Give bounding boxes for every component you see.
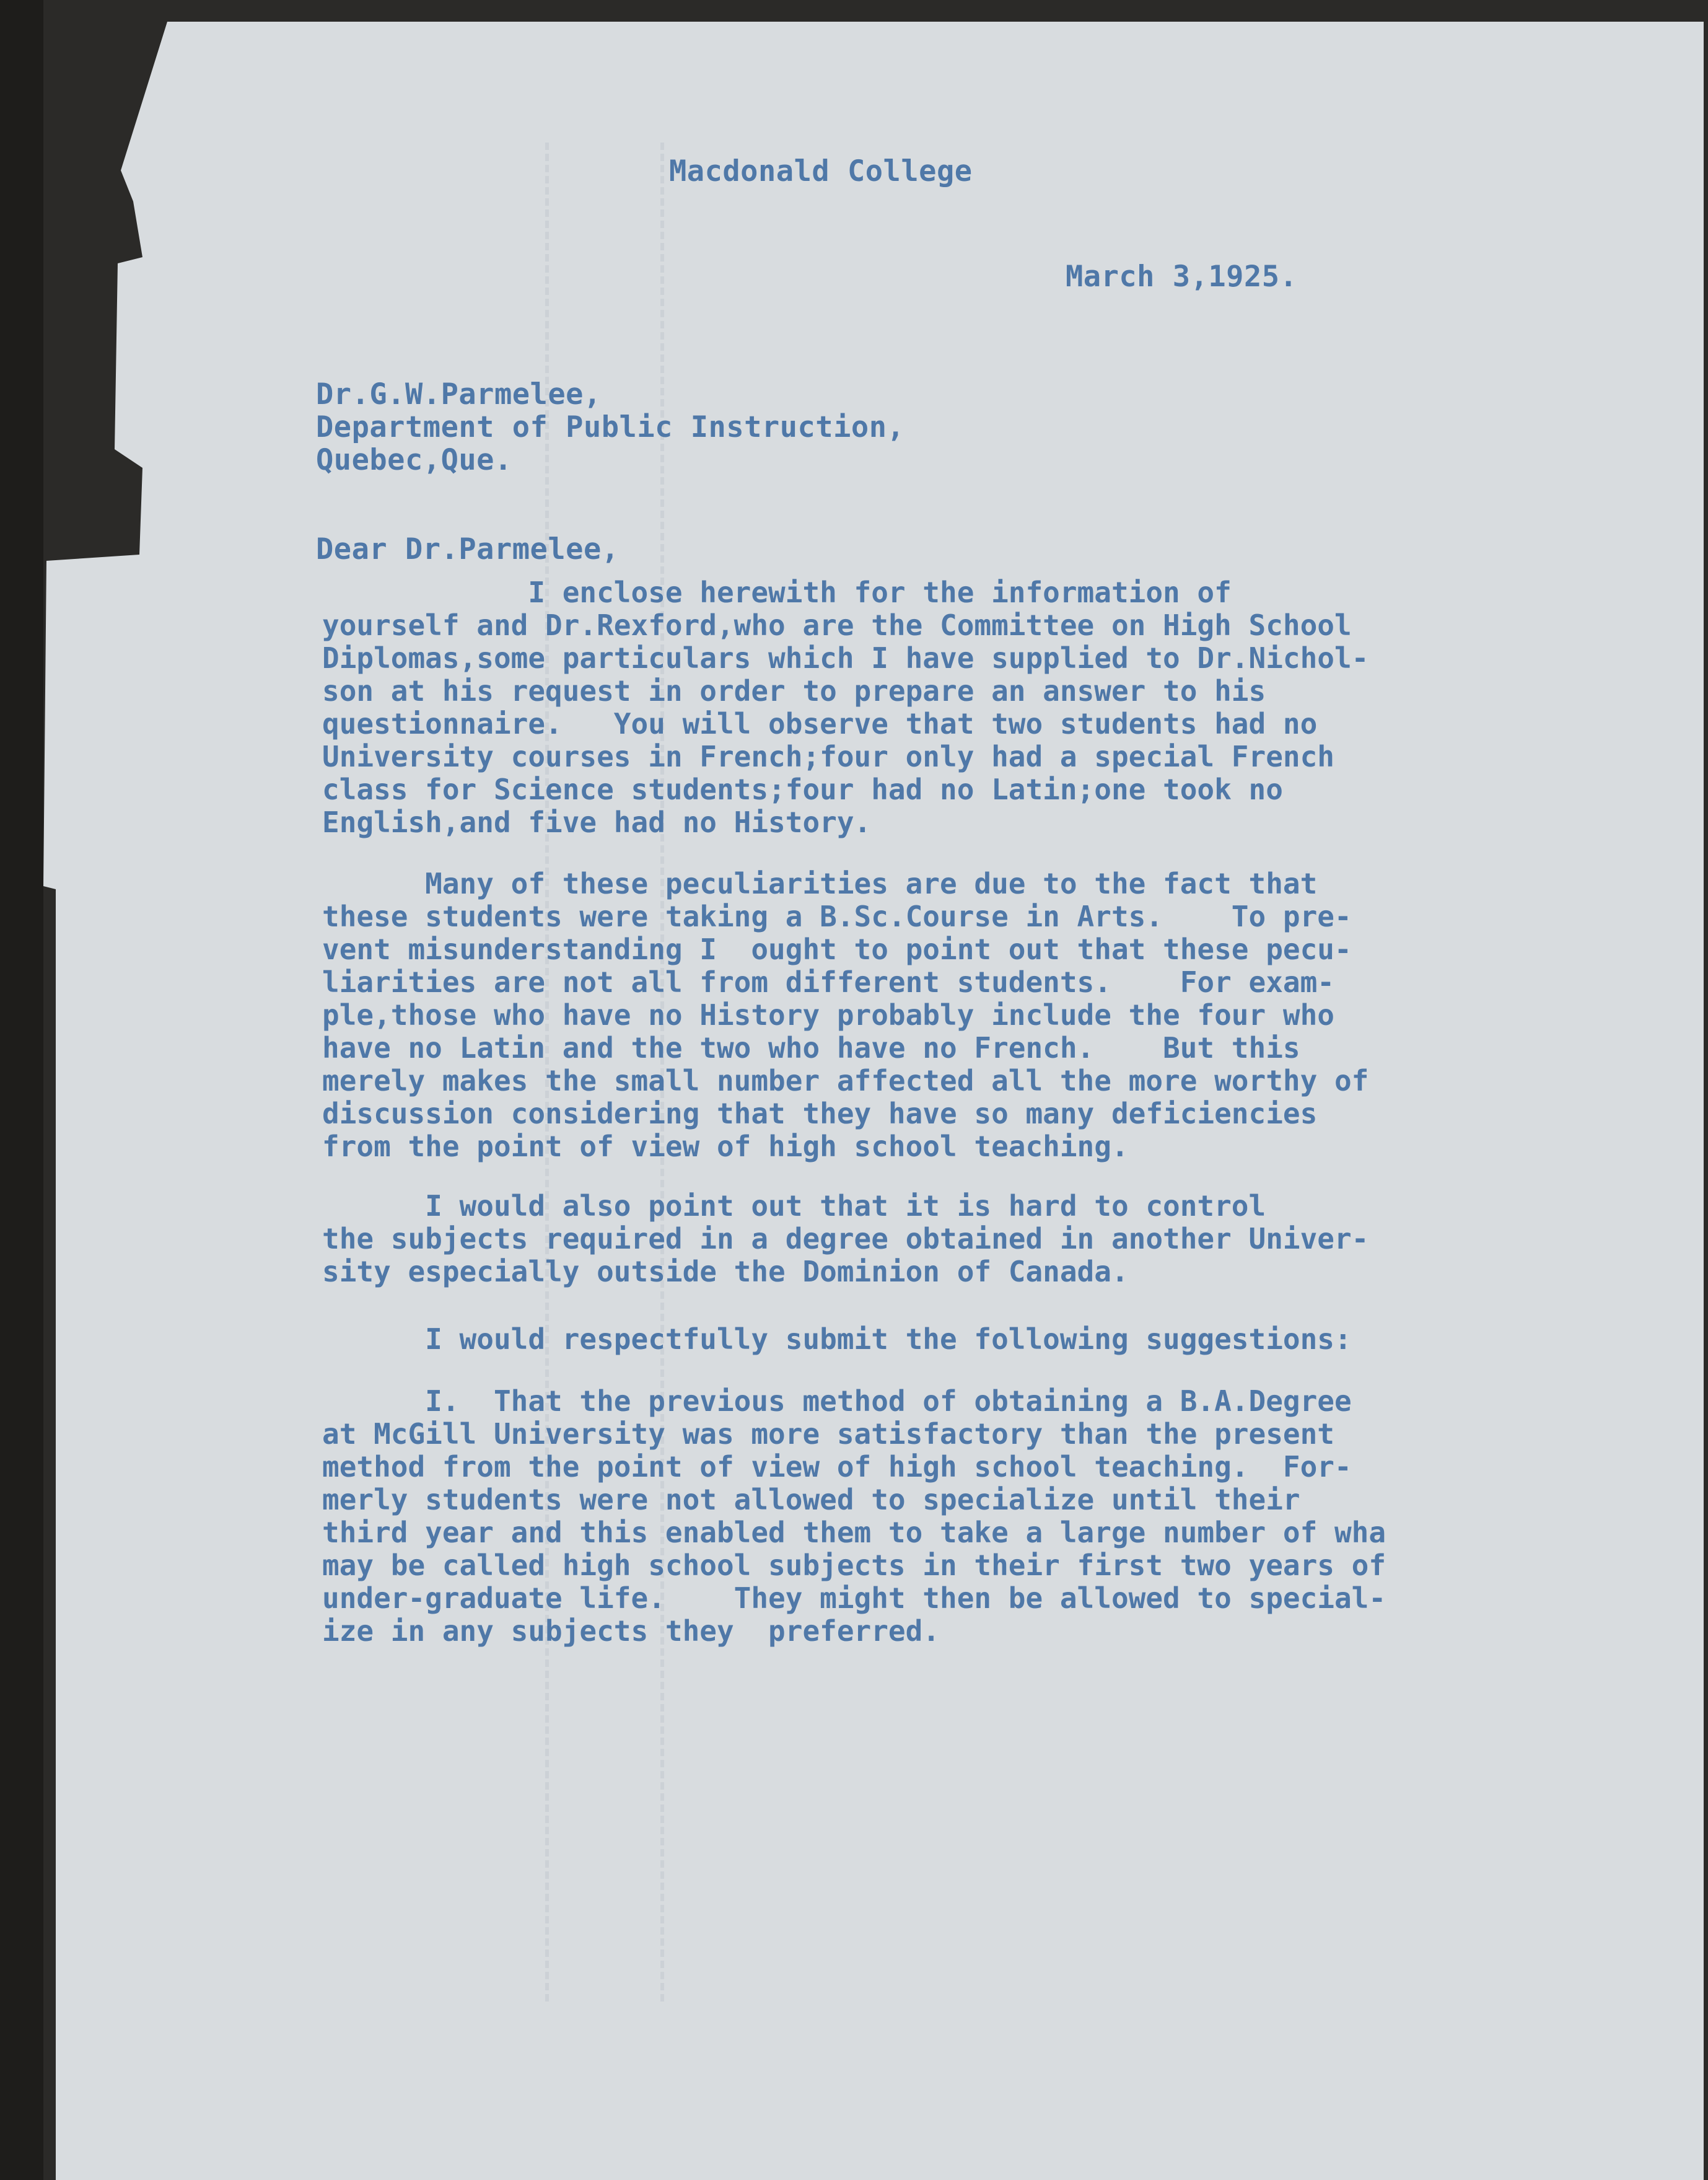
paragraph-line: I would respectfully submit the following suggestions: xyxy=(322,1322,1352,1356)
address-line: Department of Public Instruction, xyxy=(316,410,905,444)
paragraph-line: class for Science students;four had no Latin;one took no xyxy=(322,773,1283,806)
paragraph-line: at McGill University was more satisfactory than the present xyxy=(322,1417,1334,1451)
letterhead: Macdonald College xyxy=(669,154,973,188)
paragraph-line: ize in any subjects they preferred. xyxy=(322,1614,940,1648)
paragraph-line: sity especially outside the Dominion of Canada. xyxy=(322,1255,1129,1288)
paragraph-line: liarities are not all from different students. For exam- xyxy=(322,965,1334,999)
address-line: Quebec,Que. xyxy=(316,443,512,477)
paragraph-line: from the point of view of high school teaching. xyxy=(322,1130,1129,1163)
paragraph-line: merly students were not allowed to specialize until their xyxy=(322,1483,1300,1516)
paragraph-line: I. That the previous method of obtaining a B.A.Degree xyxy=(322,1384,1352,1418)
salutation: Dear Dr.Parmelee, xyxy=(316,532,620,566)
paragraph-line: yourself and Dr.Rexford,who are the Committee on High School xyxy=(322,609,1352,642)
paragraph-line: have no Latin and the two who have no French. But this xyxy=(322,1031,1300,1065)
paragraph-line: English,and five had no History. xyxy=(322,806,872,839)
address-line: Dr.G.W.Parmelee, xyxy=(316,377,602,411)
body-paragraph xyxy=(322,1385,1561,1648)
paragraph-line: Diplomas,some particulars which I have supplied to Dr.Nichol- xyxy=(322,641,1369,675)
paragraph-line: third year and this enabled them to take a large number of wha xyxy=(322,1516,1386,1549)
paragraph-line: I would also point out that it is hard to control xyxy=(322,1189,1266,1223)
body-paragraph xyxy=(322,868,1561,1163)
body-paragraph xyxy=(322,1190,1561,1288)
paragraph-line: the subjects required in a degree obtained in another Univer- xyxy=(322,1222,1369,1255)
paragraph-line: University courses in French;four only had a special French xyxy=(322,740,1334,773)
letter-date: March 3,1925. xyxy=(1066,260,1298,294)
paragraph-line: method from the point of view of high school teaching. For- xyxy=(322,1450,1352,1483)
paragraph-line: discussion considering that they have so many deficiencies xyxy=(322,1097,1318,1130)
paragraph-line: these students were taking a B.Sc.Course in Arts. To pre- xyxy=(322,900,1352,933)
paragraph-line: merely makes the small number affected all the more worthy of xyxy=(322,1064,1369,1097)
paragraph-line: vent misunderstanding I ought to point out that these pecu- xyxy=(322,933,1352,966)
paragraph-line: son at his request in order to prepare an answer to his xyxy=(322,674,1266,708)
paragraph-line: questionnaire. You will observe that two students had no xyxy=(322,707,1318,741)
paragraph-line: I enclose herewith for the information of xyxy=(322,576,1232,609)
body-paragraph xyxy=(322,576,1561,839)
paragraph-line: ple,those who have no History probably include the four who xyxy=(322,998,1334,1032)
body-paragraph xyxy=(322,1323,1561,1356)
paragraph-line: under-graduate life. They might then be allowed to special- xyxy=(322,1581,1386,1615)
paragraph-line: Many of these peculiarities are due to the fact that xyxy=(322,867,1318,900)
scan-background xyxy=(0,0,43,2180)
paragraph-line: may be called high school subjects in their first two years of xyxy=(322,1549,1386,1582)
